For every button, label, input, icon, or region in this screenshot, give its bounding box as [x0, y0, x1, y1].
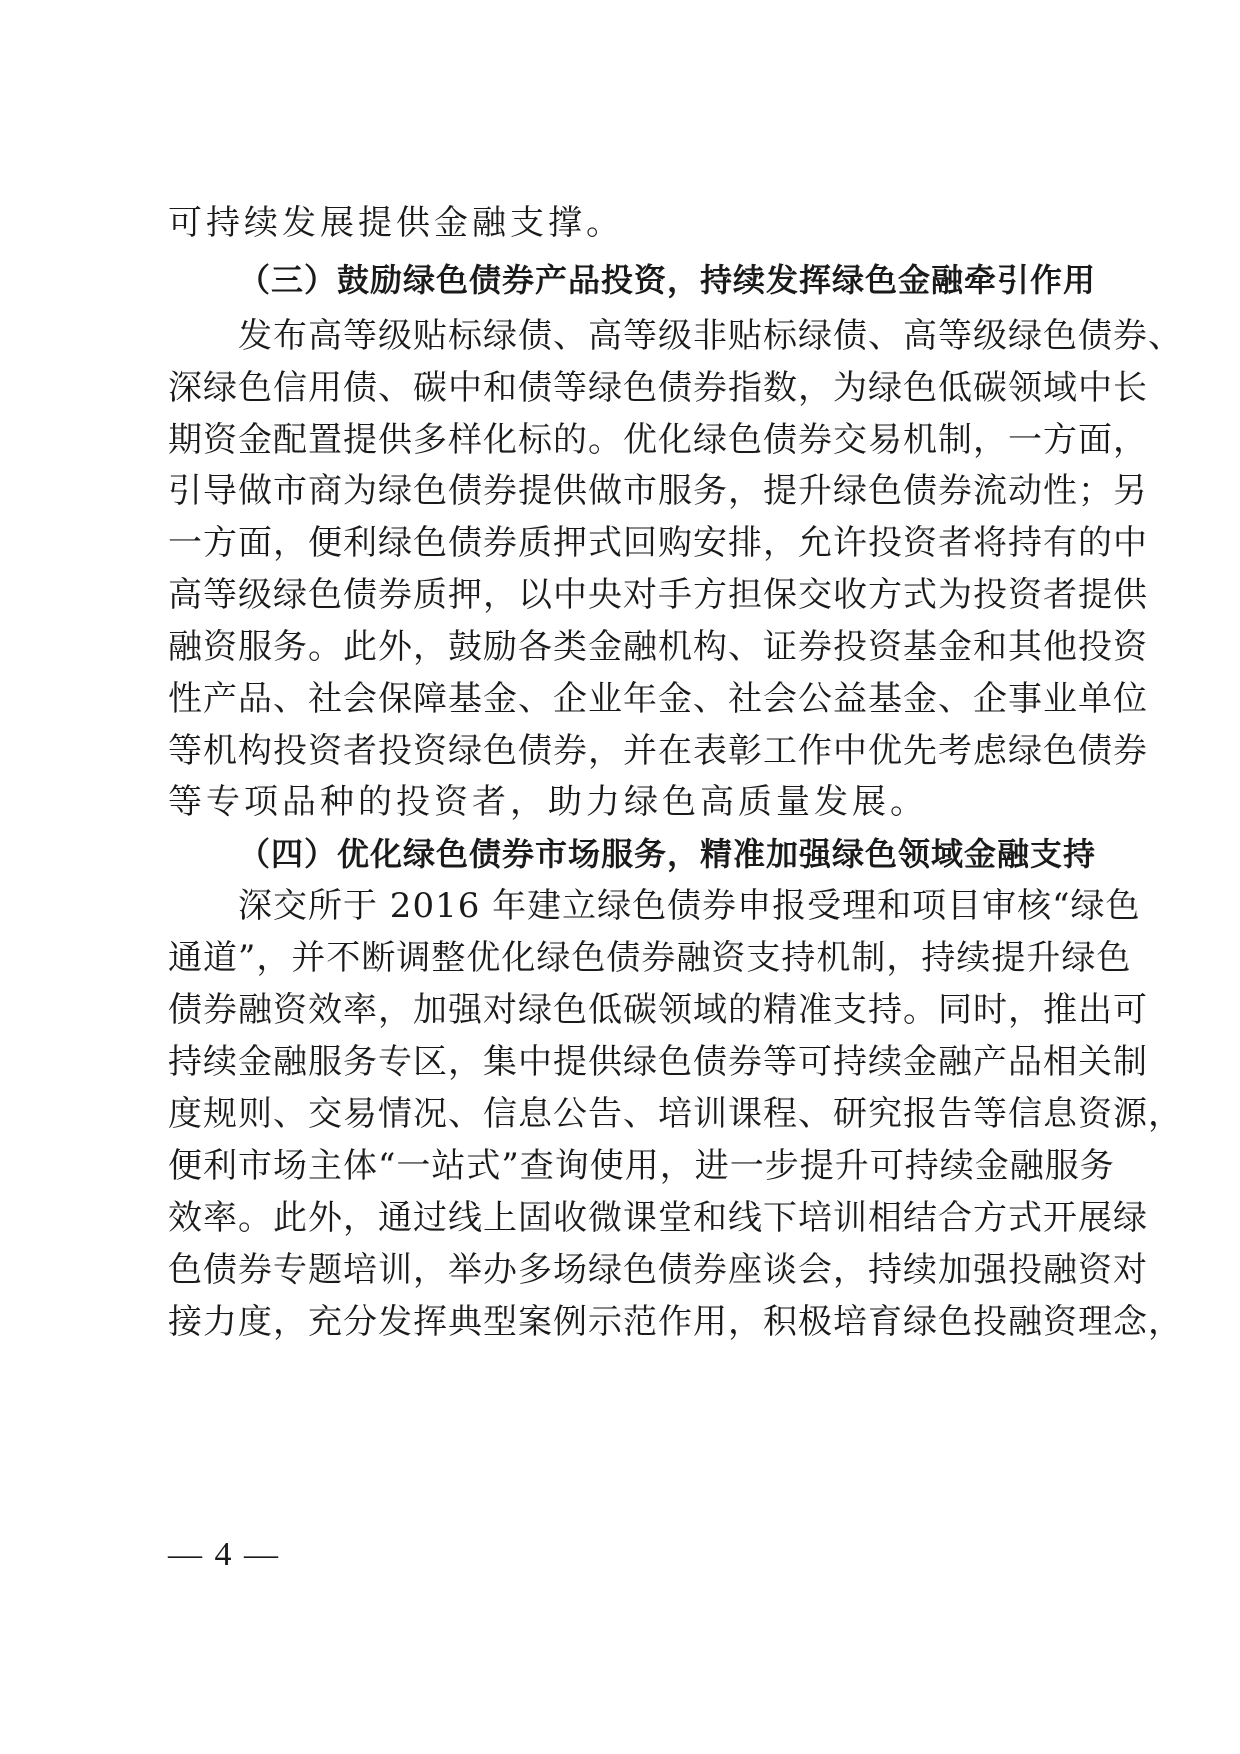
body-text-line: 性产品、社会保障基金、企业年金、社会公益基金、企事业单位 — [168, 679, 1148, 719]
body-text-line: 深绿色信用债、碳中和债等绿色债券指数，为绿色低碳领域中长 — [168, 368, 1148, 408]
body-text-line: 一方面，便利绿色债券质押式回购安排，允许投资者将持有的中 — [168, 523, 1148, 563]
body-text-line: 等机构投资者投资绿色债券，并在表彰工作中优先考虑绿色债券 — [168, 731, 1148, 771]
body-text-line: 可持续发展提供金融支撑。 — [168, 203, 624, 243]
body-text-line: 色债券专题培训，举办多场绿色债券座谈会，持续加强投融资对 — [168, 1250, 1148, 1290]
body-text-line: 接力度，充分发挥典型案例示范作用，积极培育绿色投融资理念， — [168, 1302, 1183, 1342]
page-number: — 4 — — [168, 1536, 280, 1573]
section-heading-4: （四）优化绿色债券市场服务，精准加强绿色领域金融支持 — [238, 835, 1097, 873]
body-text-line: 深交所于 2016 年建立绿色债券申报受理和项目审核“绿色 — [238, 886, 1141, 926]
body-text-line: 发布高等级贴标绿债、高等级非贴标绿债、高等级绿色债券、 — [238, 316, 1183, 356]
body-text-line: 通道”，并不断调整优化绿色债券融资支持机制，持续提升绿色 — [168, 938, 1132, 978]
body-text-line: 度规则、交易情况、信息公告、培训课程、研究报告等信息资源， — [168, 1094, 1183, 1134]
section-heading-3: （三）鼓励绿色债券产品投资，持续发挥绿色金融牵引作用 — [238, 261, 1097, 299]
body-text-line: 便利市场主体“一站式”查询使用，进一步提升可持续金融服务 — [168, 1146, 1115, 1186]
body-text-line: 等专项品种的投资者，助力绿色高质量发展。 — [168, 782, 928, 822]
body-text-line: 持续金融服务专区，集中提供绿色债券等可持续金融产品相关制 — [168, 1042, 1148, 1082]
body-text-line: 期资金配置提供多样化标的。优化绿色债券交易机制，一方面， — [168, 420, 1148, 460]
body-text-line: 债券融资效率，加强对绿色低碳领域的精准支持。同时，推出可 — [168, 990, 1148, 1030]
body-text-line: 效率。此外，通过线上固收微课堂和线下培训相结合方式开展绿 — [168, 1198, 1148, 1238]
body-text-line: 引导做市商为绿色债券提供做市服务，提升绿色债券流动性；另 — [168, 471, 1148, 511]
body-text-line: 高等级绿色债券质押，以中央对手方担保交收方式为投资者提供 — [168, 575, 1148, 615]
body-text-line: 融资服务。此外，鼓励各类金融机构、证券投资基金和其他投资 — [168, 627, 1148, 667]
